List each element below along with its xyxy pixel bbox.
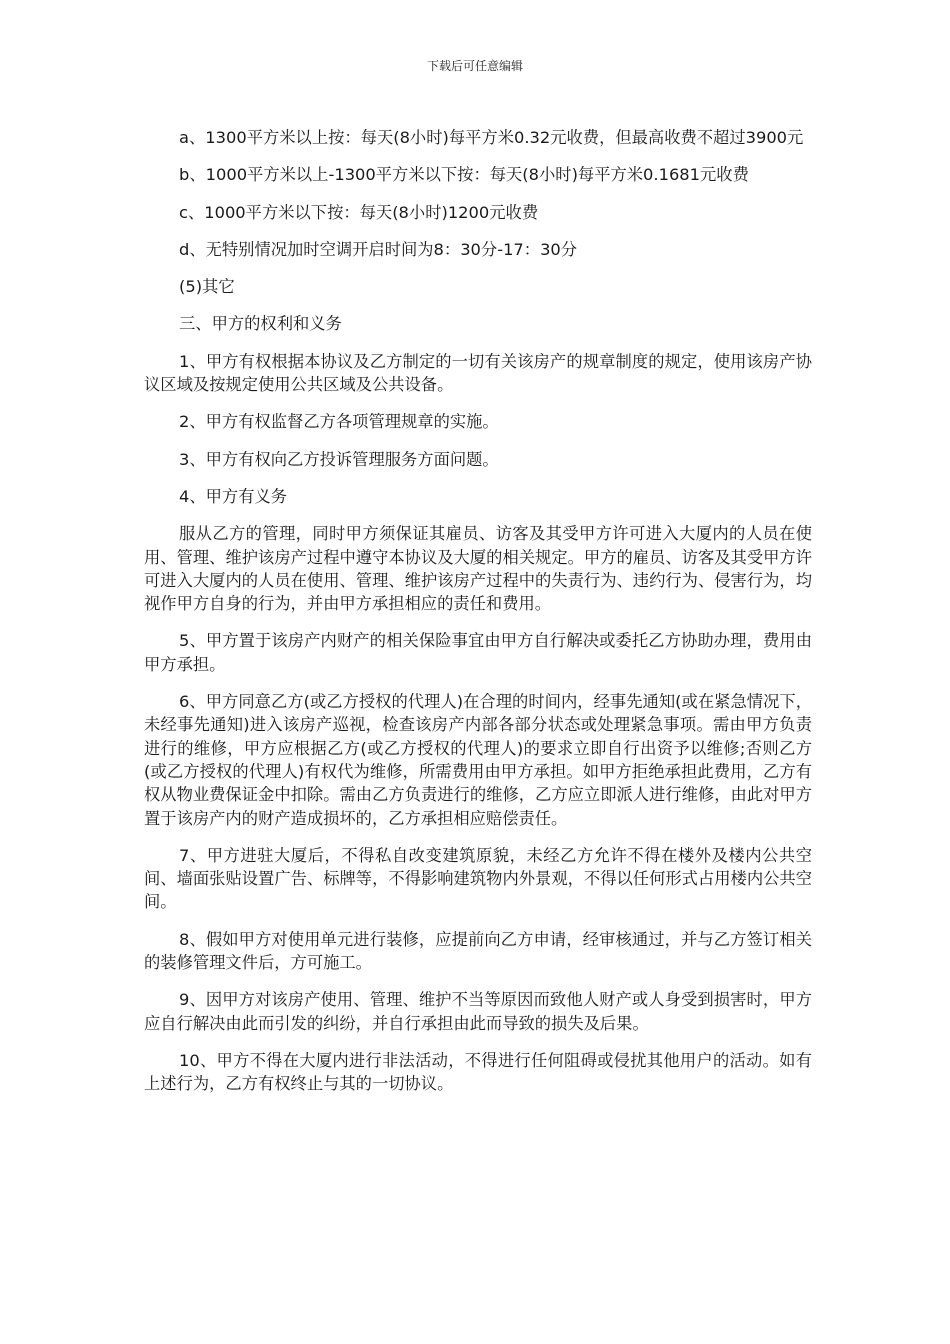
- paragraph-fee-over-1300: a、1300平方米以上按：每天(8小时)每平方米0.32元收费，但最高收费不超过3900元: [179, 128, 804, 147]
- paragraph-ac-hours: d、无特别情况加时空调开启时间为8：30分-17：30分: [179, 239, 578, 259]
- paragraph-clause-7: 7、甲方进驻大厦后，不得私自改变建筑原貌，未经乙方允许不得在楼外及楼内公共空间、墙面张贴设置广告、标牌等，不得影响建筑物内外景观，不得以任何形式占用楼内公共空间。: [144, 845, 812, 912]
- paragraph-clause-2: 2、甲方有权监督乙方各项管理规章的实施。: [179, 412, 499, 432]
- paragraph-clause-4: 4、甲方有义务: [179, 486, 288, 506]
- paragraph-fee-under-1000: c、1000平方米以下按：每天(8小时)1200元收费: [179, 202, 539, 222]
- paragraph-clause-8: 8、假如甲方对使用单元进行装修，应提前向乙方申请，经审核通过，并与乙方签订相关的装修管理文件后，方可施工。: [144, 929, 812, 973]
- paragraph-clause-10: 10、甲方不得在大厦内进行非法活动，不得进行任何阻碍或侵扰其他用户的活动。如有上述行为，乙方有权终止与其的一切协议。: [144, 1050, 812, 1094]
- document-body: [144, 126, 812, 1110]
- section-heading-party-a-rights: 三、甲方的权利和义务: [179, 314, 342, 334]
- paragraph-clause-6: 6、甲方同意乙方(或乙方授权的代理人)在合理的时间内，经事先通知(或在紧急情况下，未经事先通知)进入该房产巡视，检查该房产内部各部分状态或处理紧急事项。需由甲方负责进行的维修，甲方应根据乙方(或乙方授权的代理人)的要求立即自行出资予以维修;否则乙方(或乙方授权的代理人)有权代为维修，所需费用由甲方承担。如甲方拒绝承担此费用，乙方有权从物业费保证金中扣除。需由乙方负责进行的维修，乙方应立即派人进行维修，由此对甲方置于该房产内的财产造成损坏的，乙方承担相应赔偿责任。: [144, 692, 812, 828]
- paragraph-clause-1: 1、甲方有权根据本协议及乙方制定的一切有关该房产的规章制度的规定，使用该房产协议区域及按规定使用公共区域及公共设备。: [144, 351, 812, 395]
- paragraph-other: (5)其它: [179, 277, 235, 297]
- paragraph-clause-3: 3、甲方有权向乙方投诉管理服务方面问题。: [179, 449, 499, 469]
- page-header: 下载后可任意编辑: [426, 59, 523, 73]
- paragraph-clause-9: 9、因甲方对该房产使用、管理、维护不当等原因而致他人财产或人身受到损害时，甲方应自行解决由此而引发的纠纷，并自行承担由此而导致的损失及后果。: [144, 990, 812, 1033]
- paragraph-fee-1000-1300: b、1000平方米以上-1300平方米以下按：每天(8小时)每平方米0.1681元收费: [179, 165, 749, 185]
- paragraph-clause-4-detail: 服从乙方的管理，同时甲方须保证其雇员、访客及其受甲方许可进入大厦内的人员在使用、管理、维护该房产过程中遵守本协议及大厦的相关规定。甲方的雇员、访客及其受甲方许可进入大厦内的人员在使用、管理、维护该房产过程中的失责行为、违约行为、侵害行为，均视作甲方自身的行为，并由甲方承担相应的责任和费用。: [144, 524, 812, 614]
- paragraph-clause-5: 5、甲方置于该房产内财产的相关保险事宜由甲方自行解决或委托乙方协助办理，费用由甲方承担。: [144, 631, 812, 674]
